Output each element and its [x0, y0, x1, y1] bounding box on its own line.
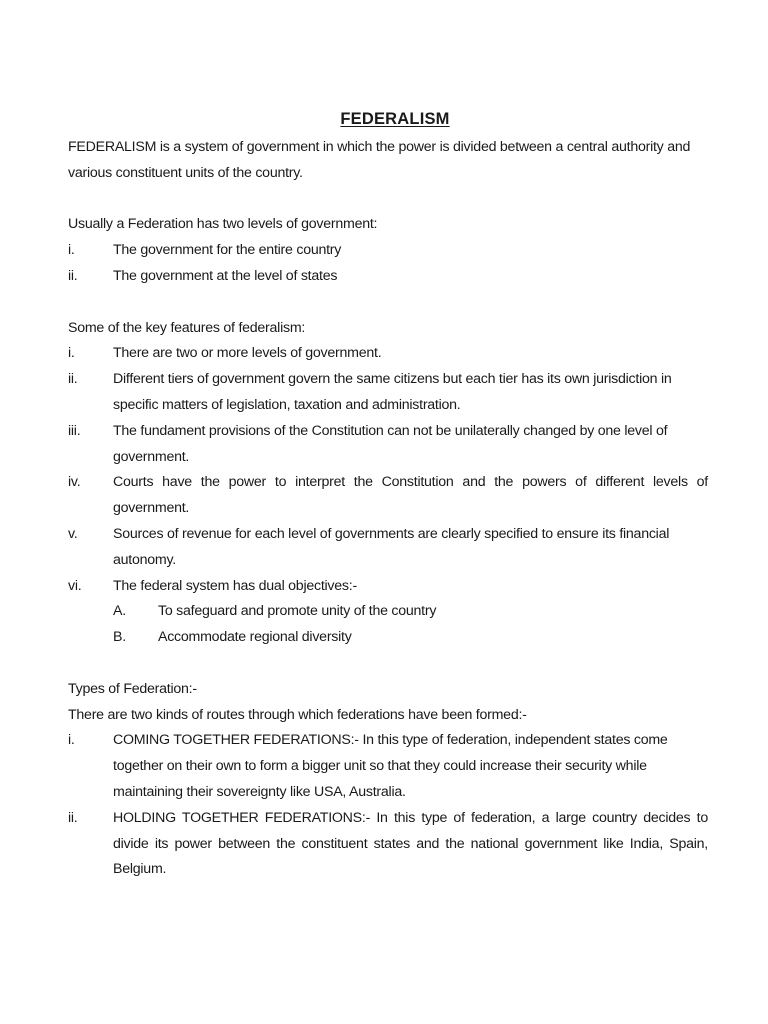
list-item-text: The fundament provisions of the Constitution can not be unilaterally changed by one level of government. — [113, 422, 668, 465]
intro-paragraph: FEDERALISM is a system of government in which the power is divided between a central authority and various constituent units of the country. — [68, 139, 691, 181]
list-marker: v. — [68, 525, 78, 542]
types-list-item — [68, 806, 708, 883]
list-marker: vi. — [68, 577, 82, 594]
list-item-text: HOLDING TOGETHER FEDERATIONS:- In this type of federation, a large country decides to divide its power between the constituent states and the national government like India, Spain, Belgium. — [113, 809, 708, 878]
document-body — [68, 135, 708, 883]
types-subheading: There are two kinds of routes through which federations have been formed:- — [68, 706, 527, 723]
objective-list-item — [113, 599, 708, 625]
levels-list-item — [68, 264, 708, 290]
features-heading: Some of the key features of federalism: — [68, 319, 306, 336]
spacer — [68, 651, 708, 677]
list-marker: iii. — [68, 422, 81, 439]
features-list-item — [68, 470, 708, 522]
list-marker: i. — [68, 345, 75, 362]
list-item-text: The federal system has dual objectives:- — [113, 577, 357, 594]
list-marker: i. — [68, 732, 75, 749]
list-marker: ii. — [68, 809, 78, 826]
levels-heading: Usually a Federation has two levels of government: — [68, 216, 378, 233]
list-item-text: To safeguard and promote unity of the country — [158, 603, 437, 620]
features-list-item — [68, 419, 708, 471]
spacer — [68, 187, 708, 213]
list-marker: ii. — [68, 267, 78, 284]
features-list-item — [68, 574, 708, 600]
list-item-text: There are two or more levels of government. — [113, 345, 382, 362]
list-item-text: Accommodate regional diversity — [158, 629, 352, 646]
spacer — [68, 290, 708, 316]
objective-list-item — [113, 625, 708, 651]
list-marker: ii. — [68, 371, 78, 388]
levels-list-item — [68, 238, 708, 264]
features-list-item — [68, 522, 708, 574]
list-item-text: The government for the entire country — [113, 242, 342, 259]
list-item-text: Sources of revenue for each level of governments are clearly specified to ensure its financial autonomy. — [113, 525, 670, 568]
list-marker: i. — [68, 242, 75, 259]
features-list-item — [68, 367, 708, 419]
list-item-text: Courts have the power to interpret the Constitution and the powers of different levels of government. — [113, 474, 708, 517]
list-item-text: Different tiers of government govern the same citizens but each tier has its own jurisdiction in specific matters of legislation, taxation and administration. — [113, 371, 672, 413]
list-item-text: COMING TOGETHER FEDERATIONS:- In this type of federation, independent states come together on their own to form a bigger unit so that they could increase their security while maintaining their sovereignty like USA, Australia. — [113, 732, 668, 800]
features-list-item — [68, 341, 708, 367]
page-title: FEDERALISM — [340, 110, 450, 128]
list-item-text: The government at the level of states — [113, 267, 338, 284]
list-marker: A. — [113, 603, 126, 620]
list-marker: B. — [113, 629, 126, 646]
list-marker: iv. — [68, 474, 81, 491]
types-list-item — [68, 728, 708, 805]
types-heading: Types of Federation:- — [68, 680, 197, 697]
